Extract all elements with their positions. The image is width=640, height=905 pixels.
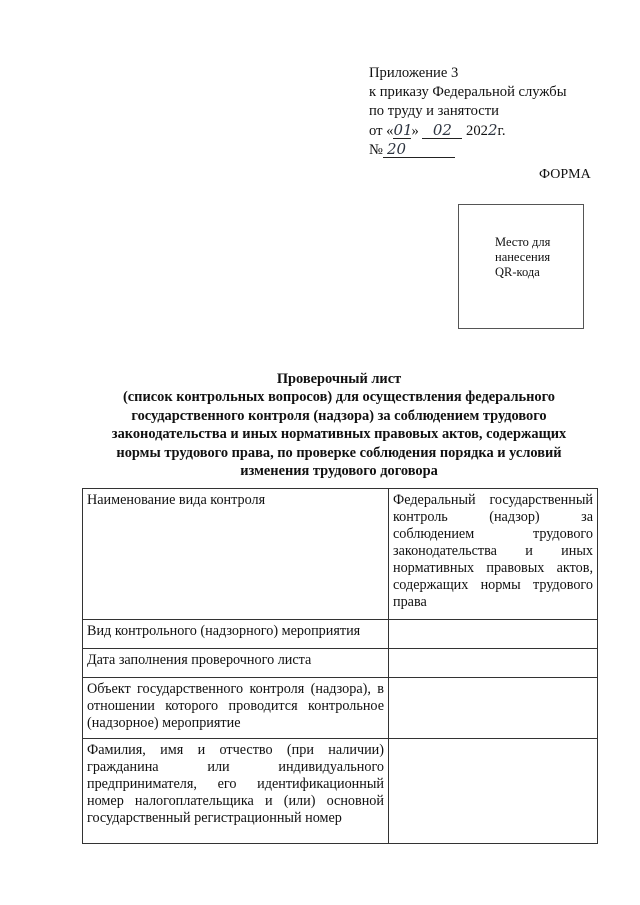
- control-info-table: [82, 488, 598, 844]
- qr-code-placeholder: [458, 204, 584, 329]
- document-title: [84, 370, 594, 480]
- date-year-digit: 2: [487, 121, 498, 139]
- qr-line-1: Место для: [495, 235, 551, 249]
- row-value-fill-date: [389, 649, 598, 678]
- appendix-header: [369, 64, 609, 160]
- date-day: 01: [393, 121, 413, 139]
- date-suffix: г.: [497, 123, 506, 139]
- table-row: [83, 649, 598, 678]
- date-month: 02: [422, 123, 462, 139]
- title-line-6: изменения трудового договора: [240, 463, 438, 480]
- row-label-event-type: Вид контрольного (надзорного) мероприятия: [83, 620, 389, 649]
- qr-line-2: нанесения: [495, 250, 551, 264]
- form-label: ФОРМА: [539, 167, 591, 182]
- table-row: [83, 489, 598, 620]
- title-line-1: Проверочный лист: [276, 371, 402, 387]
- table-row: [83, 678, 598, 739]
- row-value-person-details: [389, 739, 598, 844]
- title-line-3: государственного контроля (надзора) за соблюдением трудового: [131, 407, 547, 424]
- appendix-date: [369, 121, 609, 141]
- date-prefix: от «: [369, 123, 394, 139]
- row-value-control-type: Федеральный государственный контроль (надзор) за соблюдением трудового законодательства и иных нормативных правовых актов, содержащих нормы трудового права: [389, 489, 598, 620]
- number-value: 20: [383, 142, 455, 158]
- row-value-control-object: [389, 678, 598, 739]
- date-mid: »: [411, 123, 419, 139]
- title-line-4: законодательства и иных нормативных правовых актов, содержащих: [111, 426, 567, 443]
- row-label-fill-date: Дата заполнения проверочного листа: [83, 649, 389, 678]
- row-label-control-type: Наименование вида контроля: [83, 489, 389, 620]
- number-prefix: №: [369, 142, 383, 158]
- row-value-event-type: [389, 620, 598, 649]
- qr-line-3: QR-кода: [495, 265, 540, 279]
- table-row: [83, 739, 598, 844]
- person-details-text: Фамилия, имя и отчество (при наличии) гражданина или индивидуального предпринимателя, его идентификационный номер налогоплательщика и (или) основной государственный регистрационный номер: [87, 742, 384, 826]
- table-row: [83, 620, 598, 649]
- date-year-prefix: 202: [466, 123, 488, 139]
- title-line-5: нормы трудового права, по проверке соблюдения порядка и условий: [116, 444, 562, 461]
- appendix-agency: по труду и занятости: [369, 103, 499, 119]
- row-label-control-object: Объект государственного контроля (надзора), в отношении которого проводится контрольное (надзорное) мероприятие: [83, 678, 389, 739]
- qr-placeholder-text: [495, 235, 575, 280]
- appendix-order-number: [369, 141, 609, 160]
- row-label-person-details: [83, 739, 389, 844]
- appendix-order-ref: к приказу Федеральной службы: [369, 84, 567, 100]
- appendix-number: Приложение 3: [369, 65, 459, 81]
- title-line-2: (список контрольных вопросов) для осуществления федерального: [122, 389, 555, 406]
